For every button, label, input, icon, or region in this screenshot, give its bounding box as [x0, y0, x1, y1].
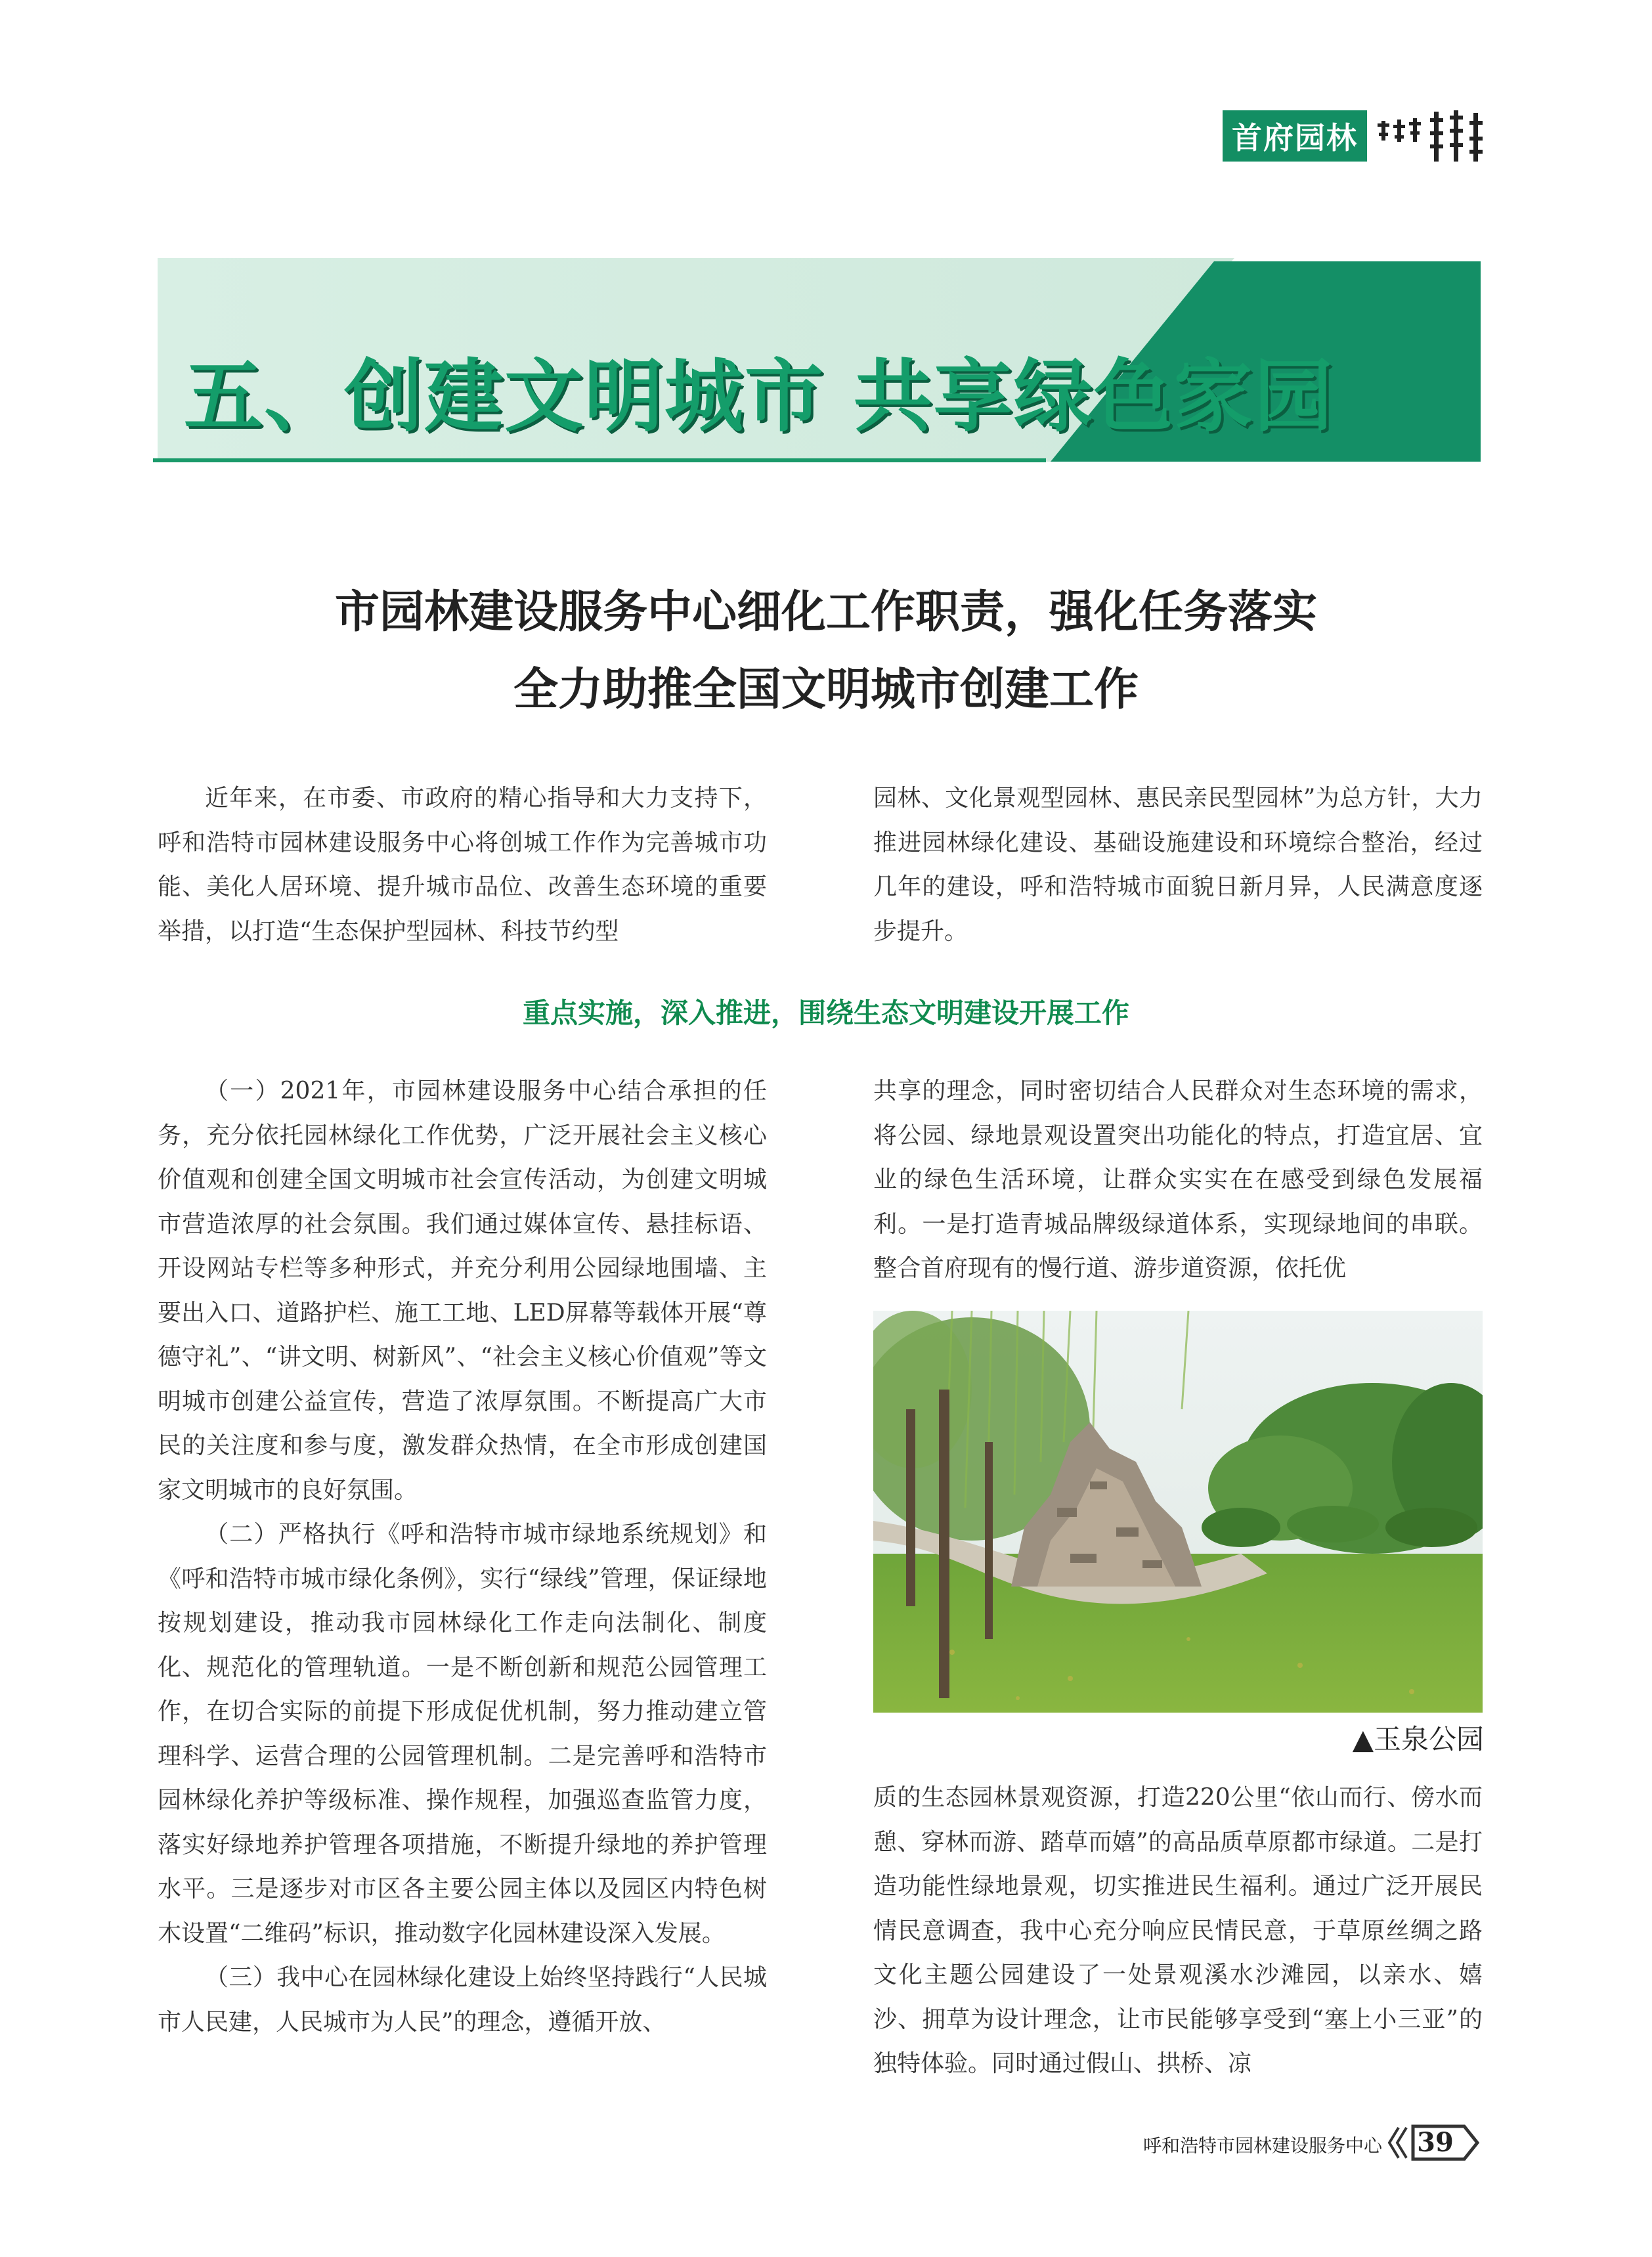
body-paragraph-2: （二）严格执行《呼和浩特市城市绿地系统规划》和《呼和浩特市城市绿化条例》，实行“绿线”管理，保证绿地按规划建设，推动我市园林绿化工作走向法制化、制度化、规范化的管理轨道。一是不断创新和规范公园管理工作，在切合实际的前提下形成促优机制，努力推动建立管理科学、运营合理的公园管理机制。二是完善呼和浩特市园林绿化养护等级标准、操作规程，加强巡查监管力度，落实好绿地养护管理各项措施，不断提升绿地的养护管理水平。三是逐步对市区各主要公园主体以及园区内特色树木设置“二维码”标识，推动数字化园林建设深入发展。 — [158, 1521, 767, 1947]
header-tag: 首府园林 — [1223, 110, 1367, 162]
body-paragraph-3: （三）我中心在园林绿化建设上始终坚持践行“人民城市人民建，人民城市为人民”的理念，遵循开放、 — [158, 1964, 767, 2036]
body-right-top-paragraph: 共享的理念，同时密切结合人民群众对生态环境的需求，将公园、绿地景观设置突出功能化的特点，打造宜居、宜业的绿色生活环境，让群众实实在在感受到绿色发展福利。一是打造青城品牌级绿道体系，实现绿地间的串联。整合首府现有的慢行道、游步道资源，依托优 — [873, 1078, 1483, 1282]
body-left-column — [158, 1069, 767, 2044]
body-right-bottom-column — [873, 1776, 1483, 2086]
section-title: 五、创建文明城市 共享绿色家园 — [184, 351, 1334, 443]
intro-right-paragraph: 园林、文化景观型园林、惠民亲民型园林”为总方针，大力推进园林绿化建设、基础设施建设和环境综合整治，经过几年的建设，呼和浩特城市面貌日新月异，人民满意度逐步提升。 — [873, 785, 1483, 945]
subheading: 重点实施，深入推进，围绕生态文明建设开展工作 — [522, 997, 1129, 1029]
body-right-top-column — [873, 1069, 1483, 1291]
intro-right-column — [873, 776, 1483, 953]
intro-left-column — [158, 776, 767, 953]
section-banner-underline — [153, 458, 1046, 462]
mongolian-script-icon — [1375, 109, 1487, 163]
article-title-line-1: 市园林建设服务中心细化工作职责，强化任务落实 — [334, 586, 1317, 638]
park-rockery-photo — [873, 1311, 1483, 1713]
body-right-bottom-paragraph: 质的生态园林景观资源，打造220公里“依山而行、傍水而憩、穿林而游、踏草而嬉”的高品质草原都市绿道。二是打造功能性绿地景观，切实推进民生福利。通过广泛开展民情民意调查，我中心充分响应民情民意，于草原丝绸之路文化主题公园建设了一处景观溪水沙滩园，以亲水、嬉沙、拥草为设计理念，让市民能够享受到“塞上小三亚”的独特体验。同时通过假山、拱桥、凉 — [873, 1784, 1483, 2077]
photo-caption: ▲玉泉公园 — [1352, 1723, 1484, 1755]
intro-left-paragraph: 近年来，在市委、市政府的精心指导和大力支持下，呼和浩特市园林建设服务中心将创城工作作为完善城市功能、美化人居环境、提升城市品位、改善生态环境的重要举措，以打造“生态保护型园林、科技节约型 — [158, 785, 767, 945]
article-title-line-2: 全力助推全国文明城市创建工作 — [513, 664, 1139, 716]
footer-organization: 呼和浩特市园林建设服务中心 — [1142, 2135, 1382, 2157]
page-number: 39 — [1417, 2127, 1454, 2158]
body-paragraph-1: （一）2021年，市园林建设服务中心结合承担的任务，充分依托园林绿化工作优势，广泛开展社会主义核心价值观和创建全国文明城市社会宣传活动，为创建文明城市营造浓厚的社会氛围。我们通过媒体宣传、悬挂标语、开设网站专栏等多种形式，并充分利用公园绿地围墙、主要出入口、道路护栏、施工工地、LED屏幕等载体开展“尊德守礼”、“讲文明、树新风”、“社会主义核心价值观”等文明城市创建公益宣传，营造了浓厚氛围。不断提高广大市民的关注度和参与度，激发群众热情，在全市形成创建国家文明城市的良好氛围。 — [158, 1078, 767, 1504]
